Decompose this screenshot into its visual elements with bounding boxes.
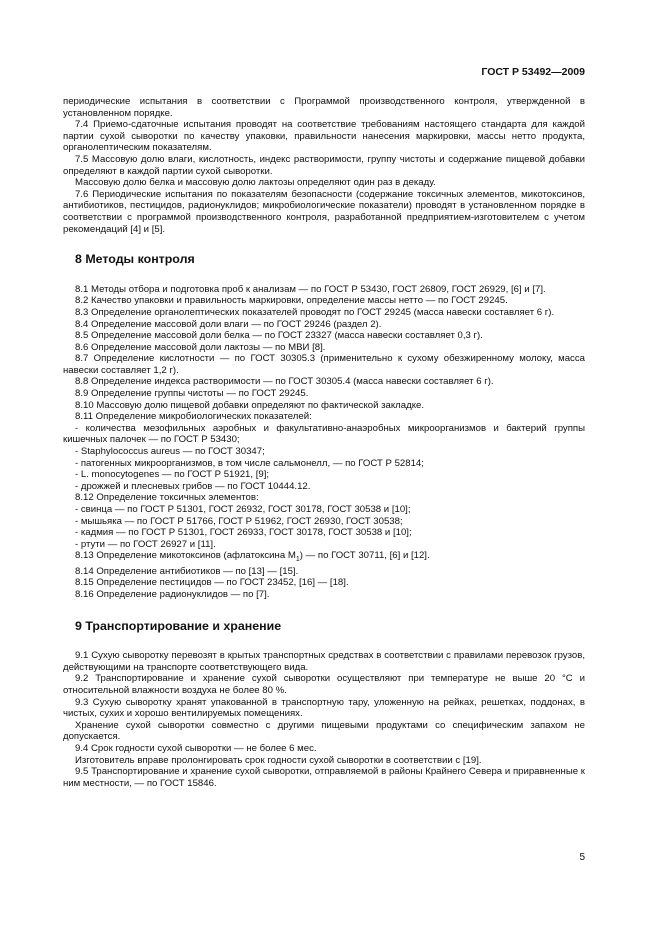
list-item: - свинца — по ГОСТ Р 51301, ГОСТ 26932, ГОСТ 30178, ГОСТ 30538 и [10]; <box>75 504 411 515</box>
paragraph: 8.9 Определение группы чистоты — по ГОСТ 29245. <box>75 388 309 400</box>
paragraph: 7.4 Приемо-сдаточные испытания проводят на соответствие требованиям настоящего стандарта для каждой партии сухой сыворотки по качеству упаковки, правильности нанесения маркировки, массы нетто продукта, органолептическим показателям. <box>63 119 585 154</box>
paragraph: 8.6 Определение массовой доли лактозы — по МВИ [8]. <box>75 341 326 353</box>
paragraph: 8.4 Определение массовой доли влаги — по ГОСТ 29246 (раздел 2). <box>75 318 382 330</box>
page-number: 5 <box>579 852 585 863</box>
paragraph: 9.1 Сухую сыворотку перевозят в крытых транспортных средствах в соответствии с правилами перевозок грузов, действующими на транспорте соответствующего вида. <box>63 650 585 673</box>
document-header: ГОСТ Р 53492—2009 <box>481 66 585 78</box>
paragraph: Хранение сухой сыворотки совместно с другими пищевыми продуктами со специфическим запахом не допускается. <box>63 719 585 743</box>
paragraph: Массовую долю белка и массовую долю лактозы определяют один раз в декаду. <box>75 177 436 189</box>
text-run: ) — по ГОСТ 30711, [6] и [12]. <box>299 550 430 562</box>
list-item: - L. monocytogenes — по ГОСТ Р 51921, [9]; <box>75 469 270 481</box>
paragraph: 8.14 Определение антибиотиков — по [13] — [15]. <box>75 565 299 577</box>
paragraph: 8.8 Определение индекса растворимости — по ГОСТ 30305.4 (масса навески составляет 6 г). <box>75 376 494 388</box>
paragraph: 8.10 Массовую долю пищевой добавки определяют по фактической закладке. <box>75 399 425 411</box>
subscript: 1 <box>295 556 300 564</box>
paragraph: 8.1 Методы отбора и подготовка проб к анализам — по ГОСТ Р 53430, ГОСТ 26809, ГОСТ 26929, [6] и [7]. <box>75 283 546 295</box>
list-item: - Staphylococcus aureus — по ГОСТ 30347; <box>75 446 265 458</box>
paragraph: 7.5 Массовую долю влаги, кислотность, индекс растворимости, группу чистоты и содержание пищевой добавки определяют в каждой партии сухой сыворотки. <box>63 153 585 177</box>
paragraph: периодические испытания в соответствии с Программой производственного контроля, утвержденной в установленном порядке. <box>63 96 585 119</box>
paragraph: 8.11 Определение микробиологических показателей: <box>75 411 312 423</box>
paragraph: 8.5 Определение массовой доли белка — по ГОСТ 23327 (масса навески составляет 0,3 г). <box>75 330 483 342</box>
page-content <box>63 96 585 789</box>
section-heading-9: 9 Транспортирование и хранение <box>75 618 282 633</box>
list-item: - патогенных микроорганизмов, в том числе сальмонелл, — по ГОСТ Р 52814; <box>75 457 424 469</box>
paragraph: 8.15 Определение пестицидов — по ГОСТ 23452, [16] — [18]. <box>75 577 349 589</box>
list-item: - кадмия — по ГОСТ Р 51301, ГОСТ 26933, ГОСТ 30178, ГОСТ 30538 и [10]; <box>75 527 412 539</box>
paragraph: 8.3 Определение органолептических показателей проводят по ГОСТ 29245 (масса навески составляет 6 г). <box>75 306 555 318</box>
paragraph: 7.6 Периодические испытания по показателям безопасности (содержание токсичных элементов, микотоксинов, антибиотиков, пестицидов, радионуклидов; микробиологические показатели) проводят в установленном порядке в соответствии с программой производственного контроля, разработанной предприятием-изготовителем с учетом рекомендаций [4] и [5]. <box>63 188 585 235</box>
paragraph: 9.5 Транспортирование и хранение сухой сыворотки, отправляемой в районы Крайнего Севера и приравненные к ним местности, — по ГОСТ 15846. <box>63 766 585 789</box>
paragraph <box>63 550 585 566</box>
paragraph: Изготовитель вправе пролонгировать срок годности сухой сыворотки в соответствии с [19]. <box>75 754 482 766</box>
text-run: 8.13 Определение микотоксинов (афлатоксина М <box>75 550 296 562</box>
list-item: - ртути — по ГОСТ 26927 и [11]. <box>75 538 216 550</box>
paragraph: 9.4 Срок годности сухой сыворотки — не более 6 мес. <box>75 743 317 754</box>
list-item: - мышьяка — по ГОСТ Р 51766, ГОСТ Р 51962, ГОСТ 26930, ГОСТ 30538; <box>75 515 403 527</box>
list-item: - дрожжей и плесневых грибов — по ГОСТ 10444.12. <box>75 480 311 492</box>
paragraph: 8.12 Определение токсичных элементов: <box>75 492 259 504</box>
paragraph: 8.7 Определение кислотности — по ГОСТ 30305.3 (применительно к сухому обезжиренному молоку, масса навески составляет 1,2 г). <box>63 353 585 376</box>
paragraph: 9.2 Транспортирование и хранение сухой сыворотки осуществляют при температуре не выше 20 °С и относительной влажности воздуха не более 80 %. <box>63 673 585 697</box>
paragraph: 9.3 Сухую сыворотку хранят упакованной в транспортную тару, уложенную на рейках, решетках, поддонах, в чистых, сухих и хорошо вентилируемых помещениях. <box>63 696 585 720</box>
paragraph: 8.16 Определение радионуклидов — по [7]. <box>75 589 270 601</box>
paragraph: 8.2 Качество упаковки и правильность маркировки, определение массы нетто — по ГОСТ 29245. <box>75 295 508 307</box>
section-heading-8: 8 Методы контроля <box>75 252 195 267</box>
list-item: - количества мезофильных аэробных и факультативно-анаэробных микроорганизмов и бактерий группы кишечных палочек — по ГОСТ Р 53430; <box>63 422 585 446</box>
